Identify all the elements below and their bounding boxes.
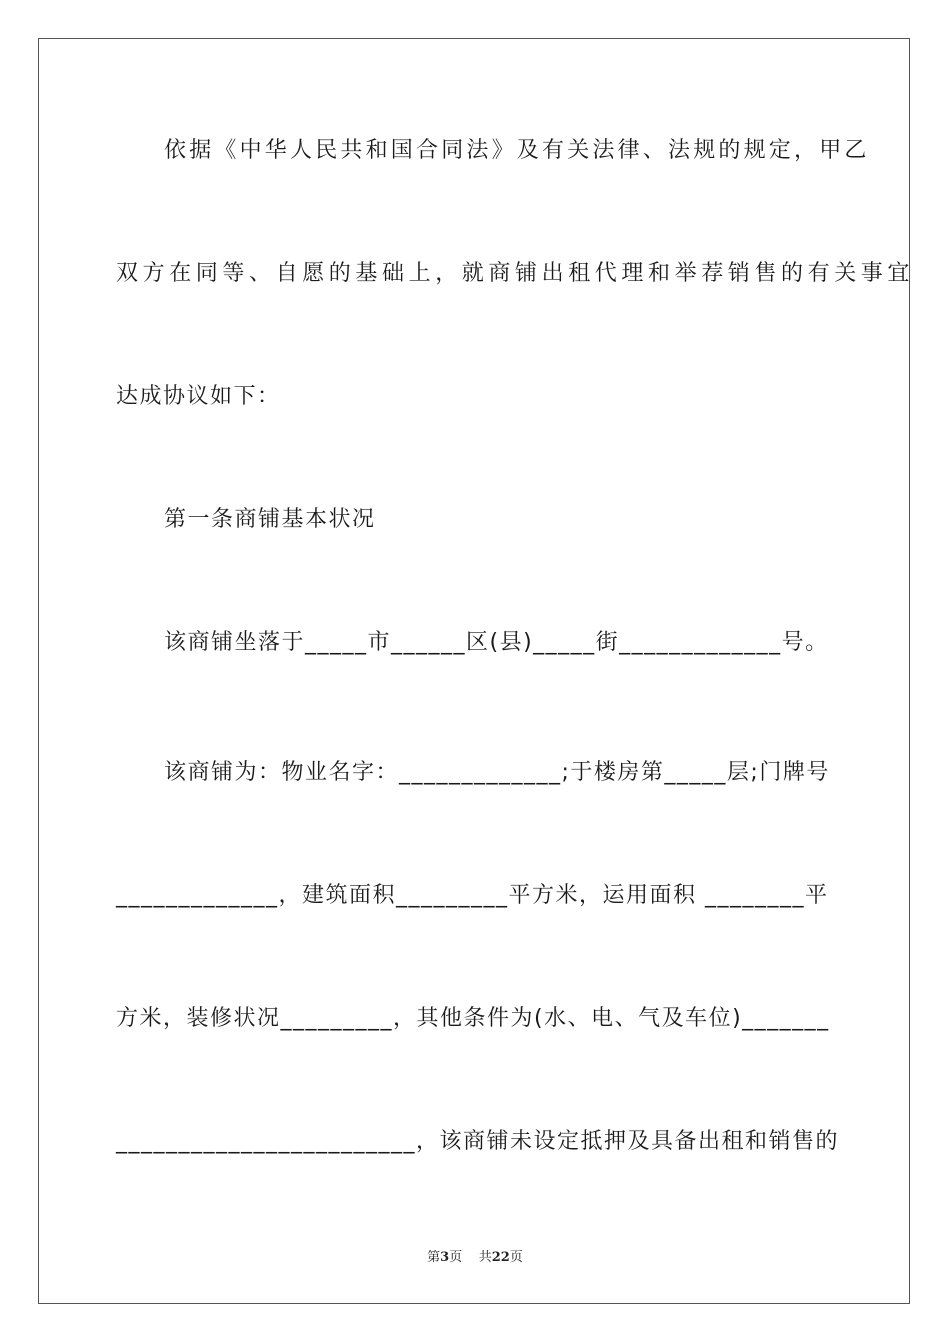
- total-prefix: 共: [478, 1250, 492, 1265]
- location-line: 该商铺坐落于_____市______区(县)_____街_____________号。: [164, 630, 829, 655]
- paragraph-line-2: 双方在同等、自愿的基础上，就商铺出租代理和举荐销售的有关事宜: [116, 261, 915, 286]
- page-current: 3: [440, 1250, 450, 1265]
- page-suffix: 页: [449, 1250, 463, 1265]
- area-line: _____________，建筑面积_________平方米，运用面积 ________平: [116, 883, 829, 908]
- mortgage-line: ________________________，该商铺未设定抵押及具备出租和销售的: [116, 1129, 840, 1154]
- decoration-line: 方米，装修状况_________，其他条件为(水、电、气及车位)_______: [116, 1006, 830, 1031]
- page-total: 22: [491, 1250, 510, 1265]
- paragraph-line-1: 依据《中华人民共和国合同法》及有关法律、法规的规定，甲乙: [164, 138, 870, 163]
- property-name-line: 该商铺为：物业名字：_____________;于楼房第_____层;门牌号: [164, 760, 830, 785]
- page-border: [38, 38, 915, 1304]
- total-suffix: 页: [509, 1250, 523, 1265]
- page-prefix: 第: [427, 1250, 441, 1265]
- page-footer: [0, 1246, 950, 1265]
- section-heading: 第一条商铺基本状况: [164, 507, 376, 532]
- paragraph-line-3: 达成协议如下：: [116, 384, 281, 409]
